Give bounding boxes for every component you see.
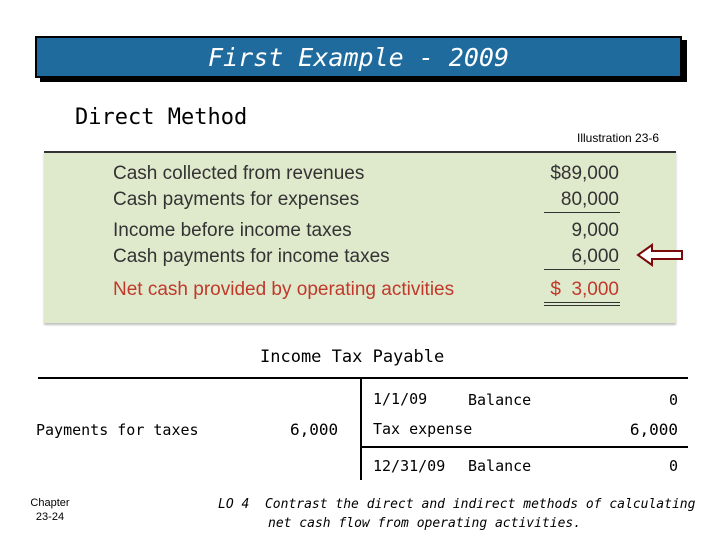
credit-date: 12/31/09 [373, 457, 446, 475]
statement-row-amount: $89,000 [550, 163, 619, 184]
chapter-line: Chapter [30, 497, 70, 509]
statement-row-amount: 6,000 [571, 246, 619, 267]
chapter-label [22, 496, 78, 524]
credit-amount: 6,000 [629, 420, 678, 439]
credit-amount: 0 [668, 391, 678, 409]
credit-date: 1/1/09 [373, 390, 428, 408]
statement-row-amount: $ 3,000 [550, 279, 619, 300]
illustration-label: Illustration 23-6 [577, 131, 660, 145]
debit-amount: 6,000 [290, 420, 339, 439]
credit-amount: 0 [668, 457, 678, 475]
cash-flow-statement-panel [44, 151, 676, 323]
t-account-title: Income Tax Payable [260, 347, 445, 367]
learning-objective-continued: net cash flow from operating activities. [268, 516, 582, 531]
statement-row-label: Income before income taxes [113, 220, 352, 241]
t-account-center-line [360, 378, 362, 480]
statement-row-label: Cash payments for income taxes [113, 246, 390, 267]
statement-row-amount: 9,000 [571, 220, 619, 241]
statement-row-amount: 80,000 [560, 189, 619, 210]
double-underline [544, 302, 620, 303]
statement-row-label: Net cash provided by operating activities [113, 279, 455, 300]
double-underline [544, 305, 620, 306]
slide-title: First Example - 2009 [207, 42, 510, 72]
debit-label: Payments for taxes [36, 421, 199, 439]
underline [544, 269, 620, 270]
learning-objective: LO 4 Contrast the direct and indirect methods of calculating [218, 497, 696, 512]
credit-label: Balance [468, 391, 532, 409]
t-account-subtotal-line [362, 446, 688, 448]
statement-row-label: Cash collected from revenues [113, 163, 365, 184]
left-arrow-icon [636, 243, 684, 267]
credit-label: Balance [468, 457, 532, 475]
title-banner [35, 36, 682, 78]
chapter-number: 23-24 [35, 511, 65, 523]
section-subtitle: Direct Method [75, 105, 248, 130]
credit-label: Tax expense [373, 420, 473, 438]
statement-row-label: Cash payments for expenses [113, 189, 360, 210]
t-account-top-line [38, 377, 688, 379]
underline [544, 212, 620, 213]
